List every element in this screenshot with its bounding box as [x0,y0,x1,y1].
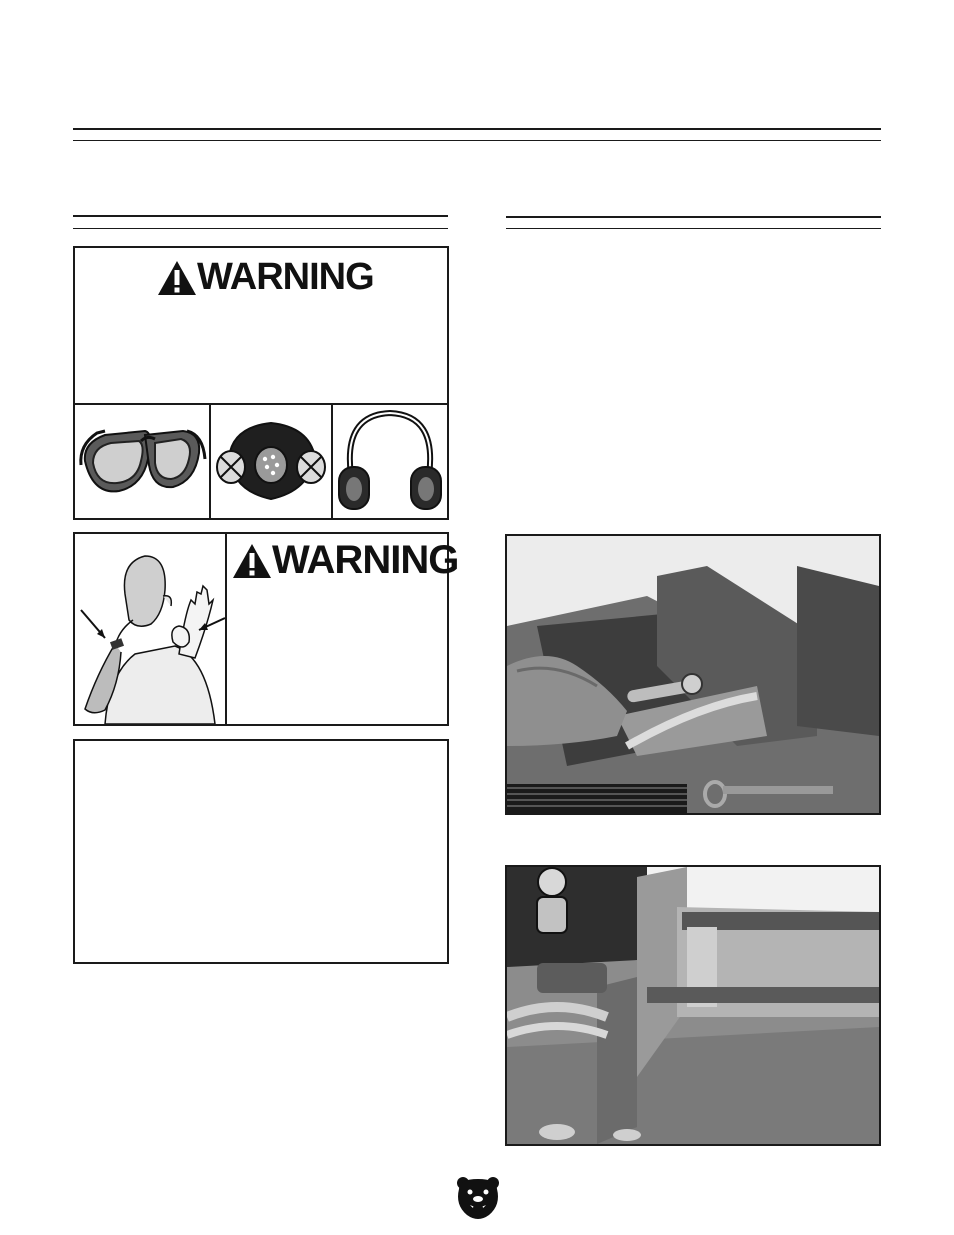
photo-vise-adjustment [505,534,881,815]
warning-box-ppe [73,246,449,520]
header-rule-thick [73,128,881,130]
respirator-icon [211,405,331,516]
bear-logo-icon [455,1175,501,1223]
notice-box [73,739,449,964]
ppe-cell-earmuffs [333,405,447,518]
warning-box-entanglement [73,532,459,726]
safety-glasses-icon [75,405,209,516]
vise-adjustment-photo-illustration [507,536,879,813]
warning-header [157,256,374,299]
ppe-cell-respirator [211,405,333,518]
photo-vise-alignment [505,865,881,1146]
right-section-rule-thick [506,216,881,218]
warning-title-text: WARNING [197,256,374,298]
vise-alignment-photo-illustration [507,867,879,1144]
ear-muffs-icon [333,405,447,516]
warning-2-divider [225,534,227,724]
ppe-cell-glasses [75,405,211,518]
loose-hair-warning-illustration [75,534,225,724]
warning-title-text-2: WARNING [272,538,459,582]
left-section-rule-thin [73,228,448,229]
warning-header-2 [232,538,458,583]
header-rule-thin [73,140,881,141]
left-section-rule-thick [73,215,448,217]
warning-triangle-icon [157,260,197,296]
warning-triangle-icon [232,543,272,579]
right-section-rule-thin [506,228,881,229]
